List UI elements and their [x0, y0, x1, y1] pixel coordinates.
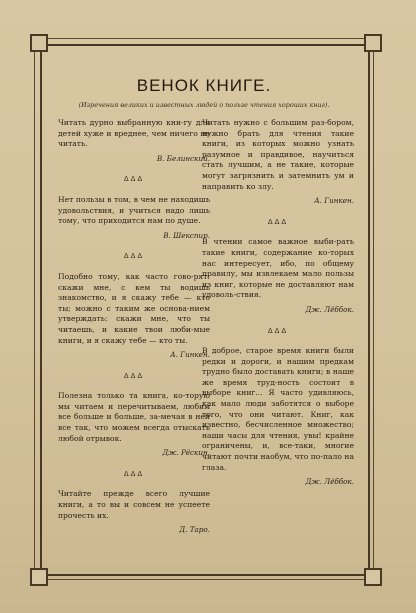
frame-corner-ornament	[364, 568, 382, 586]
right-column	[202, 118, 354, 488]
quote-text: Читайте прежде всего лучшие книги, а то вы и совсем не успеете прочесть их.	[58, 489, 210, 520]
frame-corner-ornament	[364, 34, 382, 52]
ornament-divider: ᐃᐃᐃ	[123, 469, 145, 478]
ornament-divider: ᐃᐃᐃ	[267, 217, 289, 226]
quote-text: В доброе, старое время книги были редки и дороги, и нашим предкам трудно было доставать книги; в наше же время труд-ность состоит в выборе книг... Я часто удивляюсь, как мало люди заботятся о выборе того, что они читают. Книг, как известно, бесчисленное множество; наши часы для чтения, увы! крайне ограничены, и, все-таки, многие читают почти наобум, что по-пало на глаза.	[202, 346, 354, 472]
page-subtitle: (Изречения великих и известных людей о пользе чтения хороших книг).	[78, 101, 330, 109]
quote-text: Читать дурно выбранную кни-гу для детей хуже и вреднее, чем ничего не читать.	[58, 118, 210, 149]
ornament-divider: ᐃᐃᐃ	[267, 326, 289, 335]
ornament-divider: ᐃᐃᐃ	[123, 371, 145, 380]
quote-text: Нет пользы в том, в чем не находишь удовольствия, и учиться надо лишь тому, что приходится нам по душе.	[58, 194, 210, 226]
quote-author: Дж. Лёббок.	[305, 477, 354, 487]
quote-text: Полезна только та книга, ко-торую мы читаем и перечитываем, любим все больше и больше, за-мечая в ней все так, что можем всегда отыскать любой отрывок.	[58, 391, 210, 443]
ornament-divider: ᐃᐃᐃ	[123, 252, 145, 261]
page-title: ВЕНОК КНИГЕ.	[136, 76, 272, 95]
left-column	[58, 118, 210, 536]
quote-author: Дж. Лёббок.	[305, 304, 354, 314]
quote-author: В. Шекспир.	[163, 230, 210, 240]
frame-corner-ornament	[30, 568, 48, 586]
quote-text: Подобно тому, как часто гово-рят: скажи мне, с кем ты водишь знакомство, и я скажу тебе — кто ты; можно с таким же основа-нием утверждать: скажи мне, что ты читаешь, и какие твои люби-мые книги, и я скажу тебе — кто ты.	[58, 271, 210, 345]
frame-corner-ornament	[30, 34, 48, 52]
quote-author: А. Гинкен.	[170, 350, 210, 360]
quote-text: В чтении самое важное выби-рать такие книги, содержание ко-торых нас интересует, ибо, по общему правилу, мы извлекаем мало пользы из книг, которые не доставляют нам удоволь-ствия.	[202, 237, 354, 300]
quote-author: Дж. Рёскин.	[162, 448, 210, 458]
quote-author: А. Гинкен.	[314, 196, 354, 206]
quote-author: В. Белинский.	[156, 153, 210, 163]
quote-author: Д. Таро.	[179, 525, 210, 535]
quote-text: Читать нужно с большим раз-бором, нужно брать для чтения такие книги, из которых можно узнать разумное и правдивое, научиться стать лучшим, а не такие, которые могут загрязнить и затемнить ум и направить ко злу.	[202, 118, 354, 191]
ornament-divider: ᐃᐃᐃ	[123, 175, 145, 184]
